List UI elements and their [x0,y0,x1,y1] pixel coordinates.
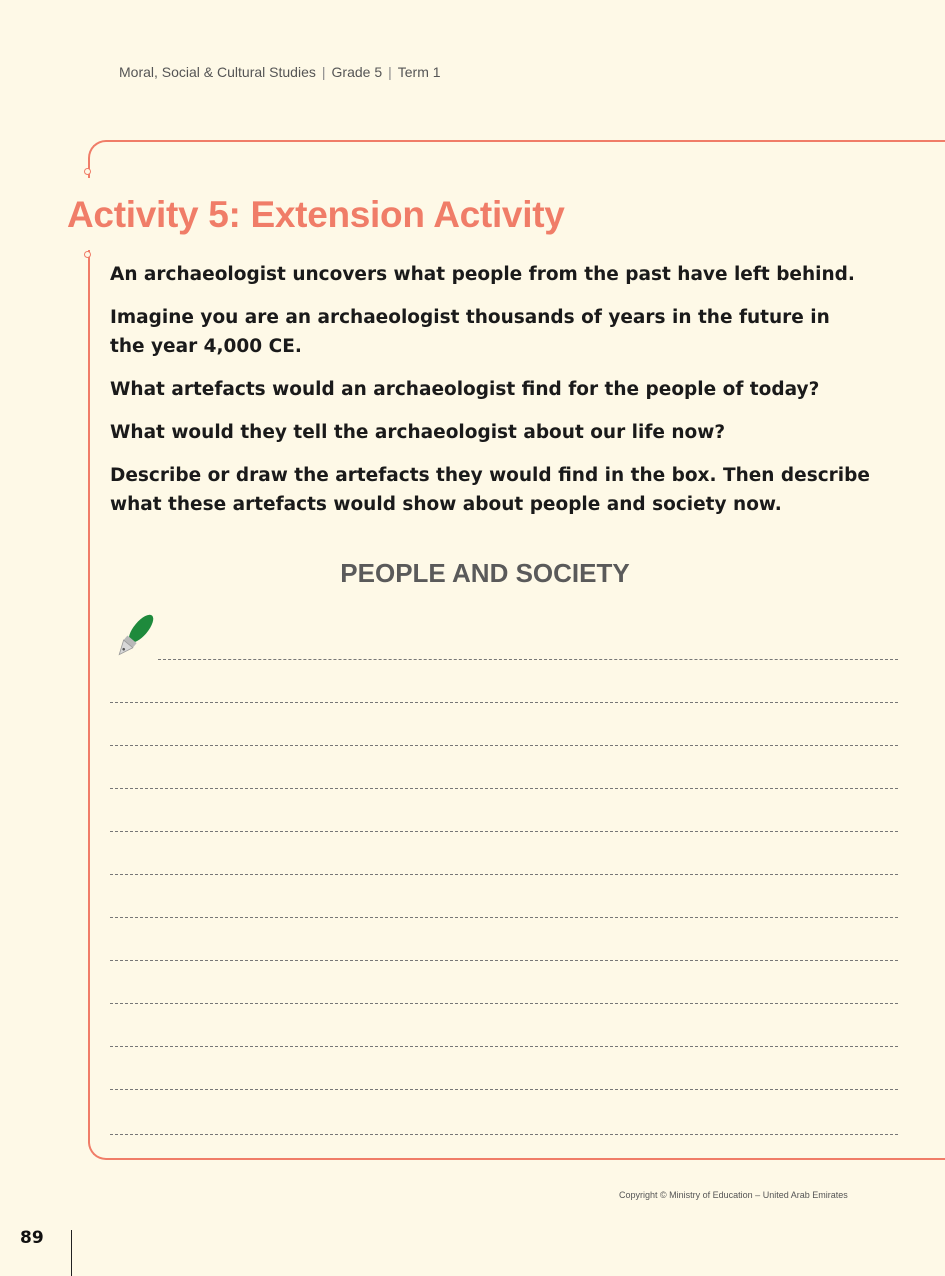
writing-line[interactable] [110,874,898,875]
copyright-notice: Copyright © Ministry of Education – United Arab Emirates [619,1190,848,1200]
writing-line[interactable] [110,1003,898,1004]
writing-line[interactable] [110,831,898,832]
frame-dot-bottom [84,251,91,258]
writing-line[interactable] [110,788,898,789]
header-grade: Grade 5 [331,64,383,80]
writing-line[interactable] [158,659,898,660]
writing-line[interactable] [110,1134,898,1135]
frame-dot-top [84,168,91,175]
running-header [119,64,441,80]
writing-line[interactable] [110,1046,898,1047]
page-number: 89 [20,1228,44,1248]
page-number-divider [71,1230,72,1276]
instruction-paragraph: What would they tell the archaeologist about our life now? [110,422,726,443]
header-term: Term 1 [397,64,441,80]
header-separator: | [321,64,326,80]
header-subject: Moral, Social & Cultural Studies [119,64,316,80]
writing-line[interactable] [110,1089,898,1090]
header-separator: | [388,64,392,80]
instruction-paragraph: What artefacts would an archaeologist find for the people of today? [110,379,820,400]
instruction-paragraph: Describe or draw the artefacts they would find in the box. Then describe what these artefacts would show about people and society now. [110,465,870,515]
section-heading: PEOPLE AND SOCIETY [340,558,630,588]
writing-line[interactable] [110,702,898,703]
activity-title: Activity 5: Extension Activity [67,194,565,235]
writing-line[interactable] [110,960,898,961]
writing-line[interactable] [110,745,898,746]
pen-icon [108,612,160,662]
activity-instructions [110,260,870,533]
instruction-paragraph: An archaeologist uncovers what people from the past have left behind. [110,264,855,285]
writing-line[interactable] [110,917,898,918]
instruction-paragraph: Imagine you are an archaeologist thousands of years in the future in the year 4,000 CE. [110,307,830,357]
